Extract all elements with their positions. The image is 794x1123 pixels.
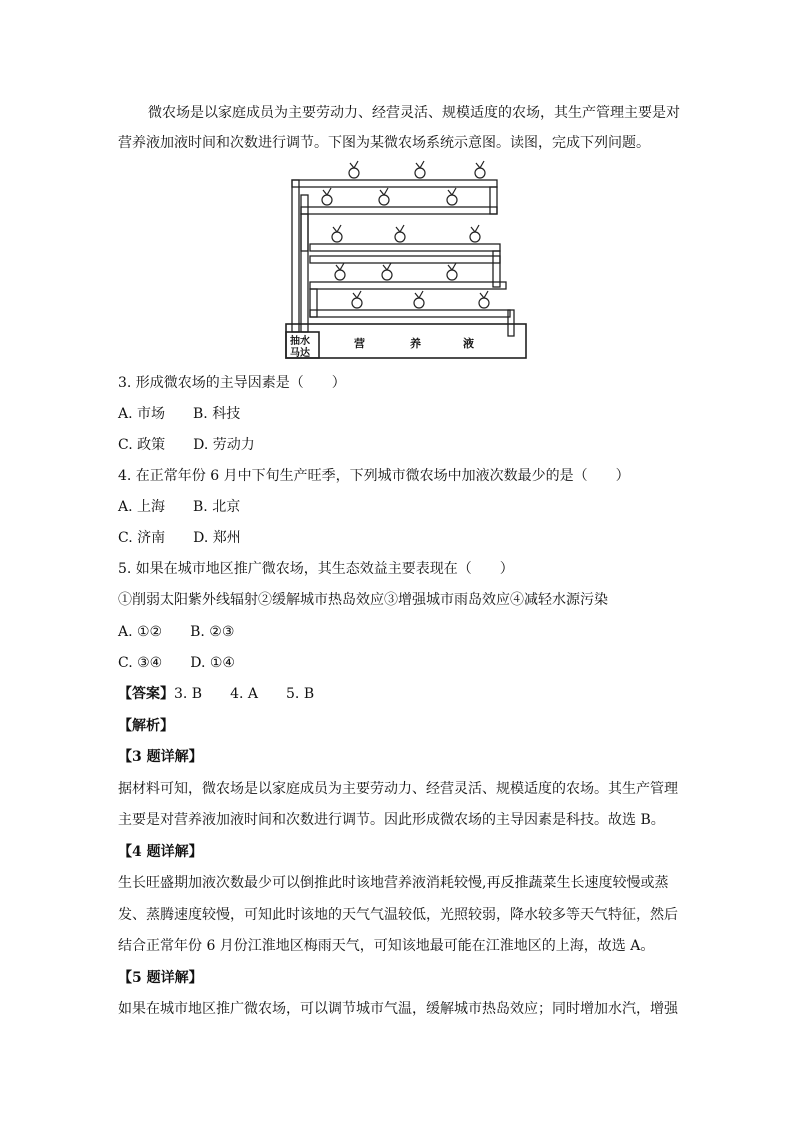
question-3-stem: 3. 形成微农场的主导因素是（ ） bbox=[118, 375, 346, 391]
plant-icon bbox=[322, 188, 332, 205]
right-connector-1 bbox=[490, 187, 497, 214]
analysis-label: 【解析】 bbox=[118, 718, 174, 734]
question-4-options-row-2: C. 济南 D. 郑州 bbox=[118, 530, 241, 546]
pipe-tier-3 bbox=[310, 244, 500, 251]
plant-icon bbox=[335, 263, 345, 280]
inner-riser-pipe bbox=[301, 195, 308, 332]
intro-line-2: 营养液加液时间和次数进行调节。下图为某微农场系统示意图。读图，完成下列问题。 bbox=[118, 135, 650, 151]
question-5-options-row-2: C. ③④ D. ①④ bbox=[118, 655, 235, 671]
pipe-tier-3b bbox=[310, 256, 500, 263]
question-3-options-row-2: C. 政策 D. 劳动力 bbox=[118, 437, 255, 453]
left-connector-2 bbox=[301, 214, 308, 251]
question-5-stem: 5. 如果在城市地区推广微农场，其生态效益主要表现在（ ） bbox=[118, 561, 514, 577]
main-riser-pipe bbox=[292, 180, 299, 332]
q4-analysis-line-3: 结合正常年份 6 月份江淮地区梅雨天气，可知该地最可能在江淮地区的上海，故选 A。 bbox=[118, 938, 655, 954]
plant-icon bbox=[349, 161, 359, 178]
pipe-tier-5 bbox=[310, 310, 510, 317]
plant-icon bbox=[447, 188, 457, 205]
q3-analysis-line-1: 据材料可知，微农场是以家庭成员为主要劳动力、经营灵活、规模适度的农场。其生产管理 bbox=[118, 781, 678, 797]
plant-icon bbox=[475, 161, 485, 178]
tank-label-2: 养 bbox=[410, 337, 421, 350]
pipe-tier-2 bbox=[301, 207, 497, 214]
pump-label-1: 抽水 bbox=[290, 336, 310, 347]
pump-label-2: 马达 bbox=[290, 348, 310, 359]
q4-analysis-heading: 【4 题详解】 bbox=[118, 844, 203, 860]
plant-icon bbox=[332, 225, 342, 242]
question-5-options-row-1: A. ①② B. ②③ bbox=[118, 624, 235, 640]
tank-label-3: 液 bbox=[463, 337, 474, 350]
tank-label-1: 营 bbox=[354, 337, 365, 350]
intro-line-1: 微农场是以家庭成员为主要劳动力、经营灵活、规模适度的农场，其生产管理主要是对 bbox=[148, 105, 680, 121]
pipe-tier-1 bbox=[292, 180, 497, 187]
plant-icon bbox=[414, 291, 424, 308]
micro-farm-diagram bbox=[282, 160, 530, 362]
plant-icon bbox=[447, 263, 457, 280]
q5-analysis-heading: 【5 题详解】 bbox=[118, 970, 203, 986]
nutrient-tank bbox=[286, 324, 526, 358]
plant-icon bbox=[352, 291, 362, 308]
answer-text: 3. B 4. A 5. B bbox=[174, 686, 315, 702]
plant-icon bbox=[395, 225, 405, 242]
left-connector-4 bbox=[310, 289, 317, 317]
q3-analysis-line-2: 主要是对营养液加液时间和次数进行调节。因此形成微农场的主导因素是科技。故选 B。 bbox=[118, 812, 665, 828]
q5-analysis-line-1: 如果在城市地区推广微农场，可以调节城市气温，缓解城市热岛效应；同时增加水汽，增强 bbox=[118, 1001, 678, 1017]
plant-icon bbox=[415, 161, 425, 178]
plant-icon bbox=[382, 263, 392, 280]
question-4-stem: 4. 在正常年份 6 月中下旬生产旺季，下列城市微农场中加液次数最少的是（ ） bbox=[118, 468, 630, 484]
pipe-tier-4 bbox=[310, 282, 506, 289]
question-3-options-row-1: A. 市场 B. 科技 bbox=[118, 406, 241, 422]
answer-line bbox=[118, 684, 314, 704]
q4-analysis-line-2: 发、蒸腾速度较慢，可知此时该地的天气气温较低，光照较弱，降水较多等天气特征，然后 bbox=[118, 907, 678, 923]
return-pipe bbox=[508, 310, 514, 336]
plant-icon bbox=[379, 188, 389, 205]
question-5-statements: ①削弱太阳紫外线辐射②缓解城市热岛效应③增强城市雨岛效应④减轻水源污染 bbox=[118, 592, 608, 608]
plant-icon bbox=[479, 291, 489, 308]
q4-analysis-line-1: 生长旺盛期加液次数最少可以倒推此时该地营养液消耗较慢,再反推蔬菜生长速度较慢或蒸 bbox=[118, 875, 669, 891]
question-4-options-row-1: A. 上海 B. 北京 bbox=[118, 499, 241, 515]
answer-label: 【答案】 bbox=[118, 686, 174, 702]
plants bbox=[322, 161, 489, 308]
plant-icon bbox=[470, 225, 480, 242]
q3-analysis-heading: 【3 题详解】 bbox=[118, 749, 203, 765]
